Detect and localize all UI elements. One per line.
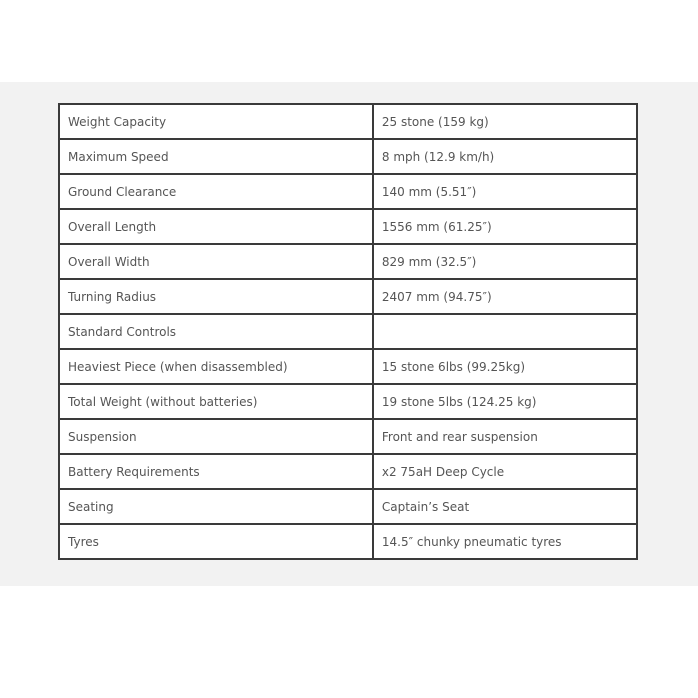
spec-label: Seating [59,489,373,524]
spec-value: 8 mph (12.9 km/h) [373,139,637,174]
spec-label: Suspension [59,419,373,454]
specifications-table [58,103,638,560]
spec-label: Turning Radius [59,279,373,314]
table-row [59,489,637,524]
spec-value: 15 stone 6lbs (99.25kg) [373,349,637,384]
spec-label: Total Weight (without batteries) [59,384,373,419]
spec-value: x2 75aH Deep Cycle [373,454,637,489]
spec-label: Tyres [59,524,373,559]
spec-label: Heaviest Piece (when disassembled) [59,349,373,384]
spec-value: 19 stone 5lbs (124.25 kg) [373,384,637,419]
spec-value: 1556 mm (61.25″) [373,209,637,244]
spec-value: 829 mm (32.5″) [373,244,637,279]
table-row [59,524,637,559]
spec-label: Battery Requirements [59,454,373,489]
table-row [59,384,637,419]
spec-value: Captain’s Seat [373,489,637,524]
spec-label: Maximum Speed [59,139,373,174]
table-row [59,209,637,244]
spec-value [373,314,637,349]
table-row [59,349,637,384]
table-row [59,139,637,174]
specifications-table-body [59,104,637,559]
spec-value: 25 stone (159 kg) [373,104,637,139]
table-row [59,104,637,139]
spec-value: 14.5″ chunky pneumatic tyres [373,524,637,559]
spec-label: Standard Controls [59,314,373,349]
table-row [59,174,637,209]
spec-label: Overall Width [59,244,373,279]
spec-label: Weight Capacity [59,104,373,139]
table-row [59,279,637,314]
spec-value: 140 mm (5.51″) [373,174,637,209]
spec-label: Ground Clearance [59,174,373,209]
table-row [59,244,637,279]
table-row [59,454,637,489]
spec-value: 2407 mm (94.75″) [373,279,637,314]
spec-label: Overall Length [59,209,373,244]
table-row [59,419,637,454]
spec-value: Front and rear suspension [373,419,637,454]
table-row [59,314,637,349]
content-panel [0,82,698,586]
